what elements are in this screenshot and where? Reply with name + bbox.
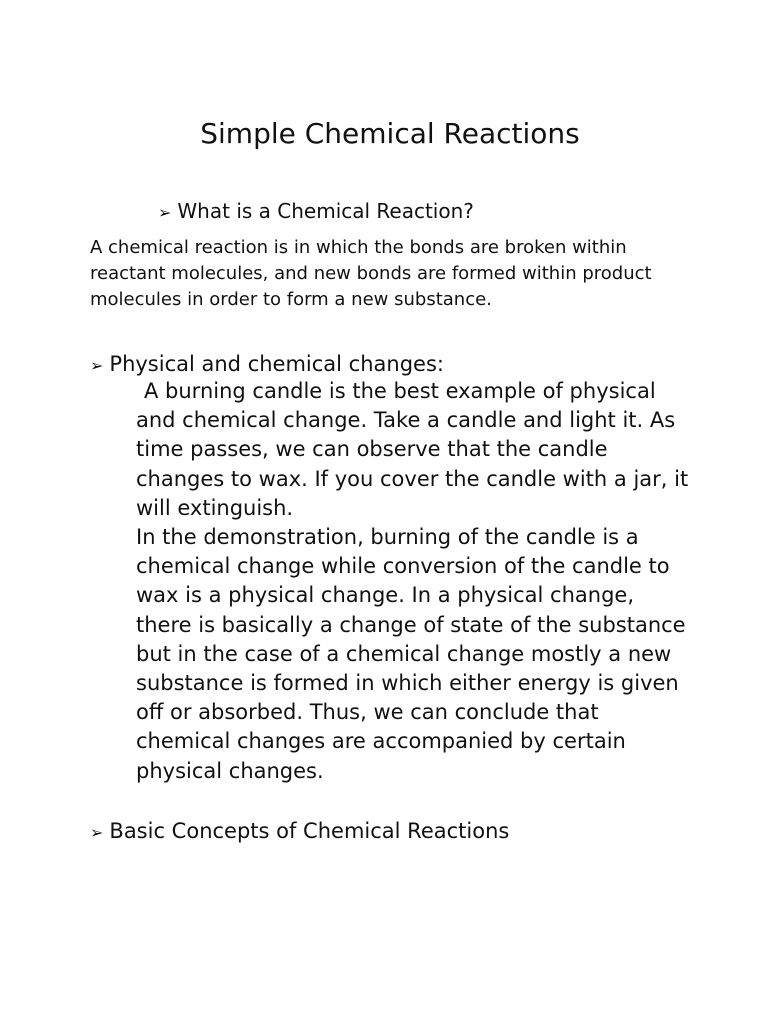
document-title: Simple Chemical Reactions (200, 117, 580, 150)
section-heading: Basic Concepts of Chemical Reactions (109, 819, 510, 843)
bullet-basic-concepts (90, 816, 509, 848)
arrow-bullet-icon: ➢ (158, 203, 172, 222)
arrow-bullet-icon: ➢ (90, 356, 104, 375)
demonstration-paragraph: In the demonstration, burning of the candle is a chemical change while conversion of the candle to wax is a physical change. In a physical change, there is basically a change of state of the substance but in the case of a chemical change mostly a new substance is formed in which either energy is given off or absorbed. Thus, we can conclude that chemical changes are accompanied by certain physical changes. (136, 525, 686, 783)
section-heading: What is a Chemical Reaction? (177, 199, 474, 223)
changes-body (136, 377, 696, 786)
section-heading: Physical and chemical changes: (109, 352, 444, 376)
arrow-bullet-icon: ➢ (90, 823, 104, 842)
bullet-what-is-reaction (158, 196, 474, 228)
definition-paragraph: A chemical reaction is in which the bonds are broken within reactant molecules, and new bonds are formed within product molecules in order to form a new substance. (90, 237, 652, 310)
candle-example-paragraph: A burning candle is the best example of physical and chemical change. Take a candle and light it. As time passes, we can observe that the candle changes to wax. If you cover the candle with a jar, it will extinguish. (136, 379, 689, 520)
